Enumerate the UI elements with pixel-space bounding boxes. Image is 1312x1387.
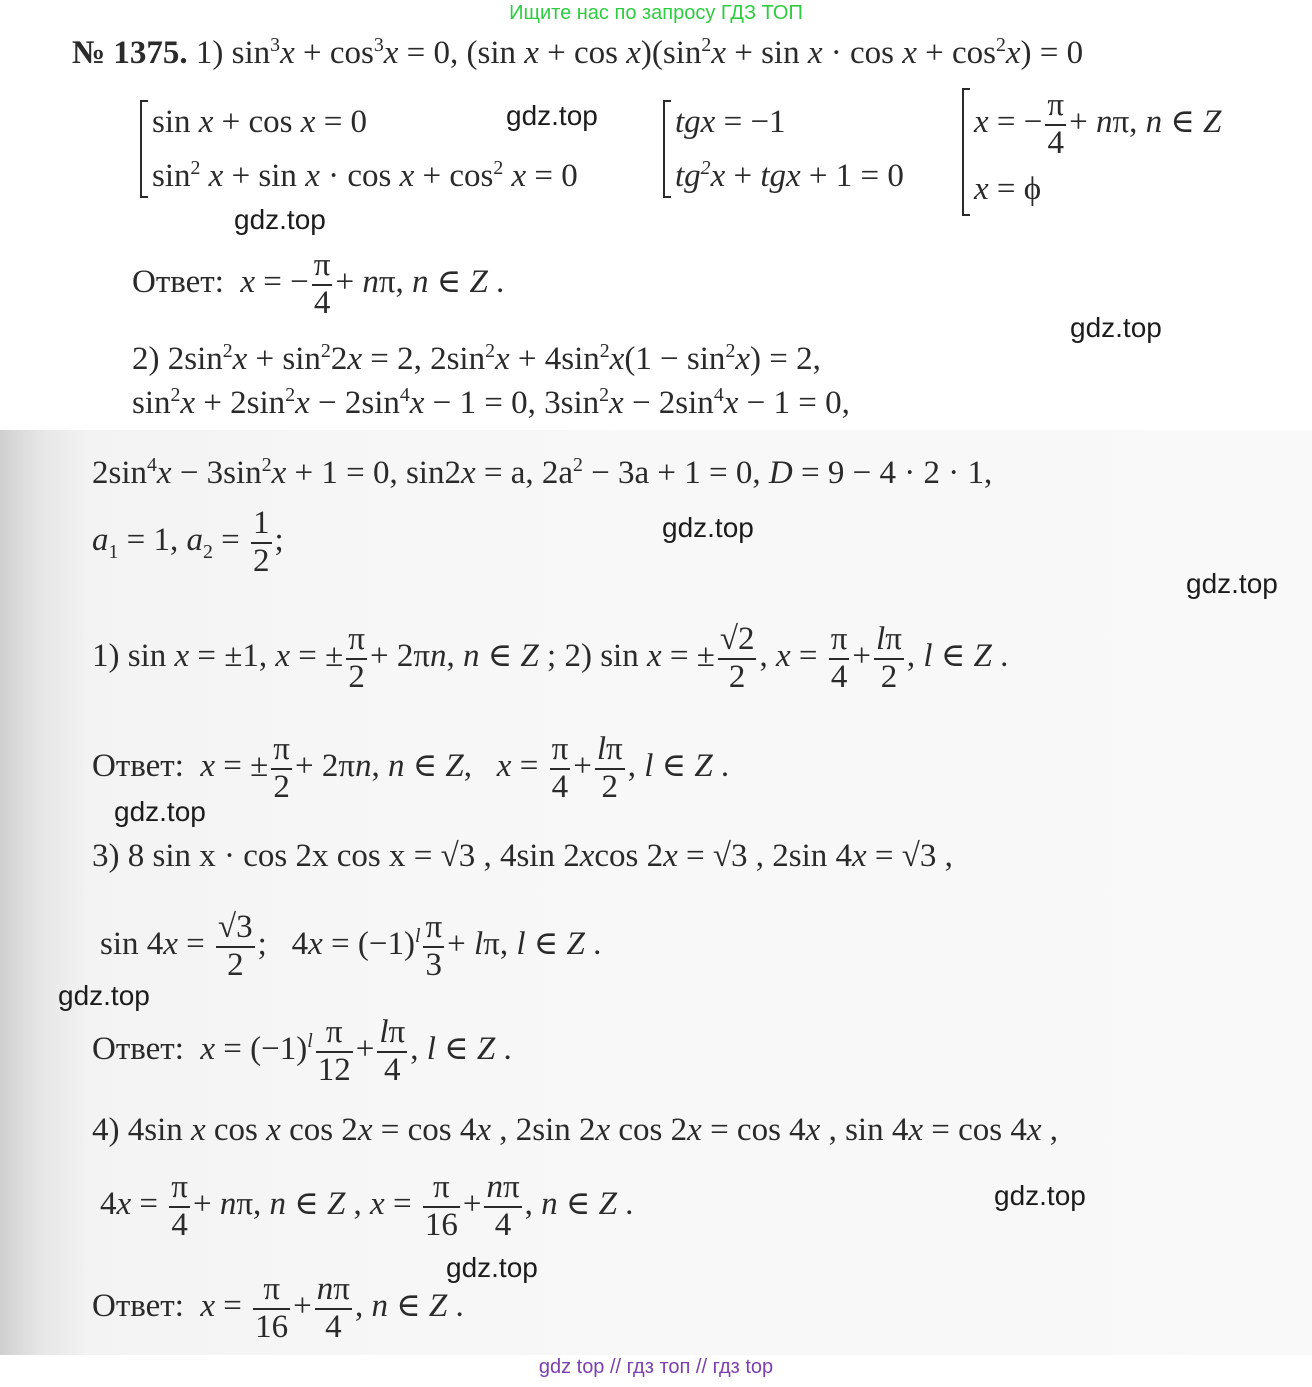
watermark: gdz.top — [1070, 312, 1162, 343]
answer-label: Ответ: — [132, 264, 224, 301]
p1-system-3 — [962, 88, 1221, 216]
p1-sys2-row1: tgx = −1 — [675, 104, 786, 140]
p2-answer: Ответ: x = ± $\frac{\pi}{2}$ + 2πn, n ∈ Z, x = $\frac{\pi}{4}$ + $\frac{l\pi}{2}$ , l ∈ Z . — [92, 731, 730, 805]
answer-label: Ответ: — [92, 1031, 184, 1068]
p3-line-1: 3) 8 sin x · cos 2x cos x = √3 , 4sin 2xcos 2x = √3 , 2sin 4x = √3 , — [92, 838, 953, 874]
p1-sys3-row1: x = − $\frac{\pi}{4}$ + nπ, n ∈ Z — [974, 87, 1222, 161]
watermark: gdz.top — [506, 100, 598, 131]
p4-answer: Ответ: x = $\frac{\pi}{16}$ + $\frac{n\pi}{4}$ , n ∈ Z . — [92, 1271, 464, 1345]
p4-line-1: 4) 4sin x cos x cos 2x = cos 4x , 2sin 2x cos 2x = cos 4x , sin 4x = cos 4x , — [92, 1112, 1059, 1148]
answer-label: Ответ: — [92, 748, 184, 785]
p1-sys1-row2: $\sin^2 x + \sin x \cdot \cos x + \cos^2 x = 0$ — [152, 157, 578, 194]
watermark: gdz.top — [114, 796, 206, 827]
p1-answer: Ответ: x = − $\frac{\pi}{4}$ + nπ, n ∈ Z . — [132, 247, 505, 321]
watermark: gdz.top — [662, 512, 754, 543]
watermark: gdz.top — [1186, 568, 1278, 599]
search-banner[interactable]: Ищите нас по запросу ГДЗ ТОП — [509, 2, 803, 24]
p1-sys1-row1: sin x + cos x = 0 — [152, 104, 368, 140]
watermark: gdz.top — [234, 204, 326, 235]
p1-sys2-row2: $tg^2x$ + tgx + 1 = 0 — [675, 157, 904, 194]
problem-number: № 1375. — [72, 35, 188, 71]
watermark: gdz.top — [994, 1180, 1086, 1211]
p1-head: № 1375. 1) $\sin^3x + \cos^3x = 0$, (sin $x + \cos x)(\sin^2x + \sin x \cdot \cos x + \cos^2x) = 0$ — [72, 34, 1084, 71]
p3-line-2: sin 4x = $\frac{√3}{2}$ ; $4x = (-1)^l$ $\frac{\pi}{3}$ + lπ, l ∈ Z . — [100, 909, 602, 983]
p2-line-4: $a_1 = 1$, $a_2$ = $\frac{1}{2}$ ; — [92, 505, 284, 579]
p2-line-2: $\sin^2x + 2\sin^2x - 2\sin^4x - 1 = 0$, $3\sin^2x - 2\sin^4x - 1 = 0$, — [132, 384, 850, 421]
p1-system-2 — [663, 100, 904, 198]
watermark: gdz.top — [446, 1252, 538, 1283]
answer-label: Ответ: — [92, 1288, 184, 1325]
p2-line-5: 1) sin x = ±1, x = ± $\frac{\pi}{2}$ + 2πn, n ∈ Z ; 2) sin x = ± $\frac{√2}{2}$ , x = $\frac{\pi}{4}$ + $\frac{l\pi}{2}$ , l ∈ Z . — [92, 621, 1009, 695]
watermark: gdz.top — [58, 980, 150, 1011]
p1-sys3-row2: x = ϕ — [974, 171, 1042, 208]
p2-line-3: $2\sin^4x - 3\sin^2x + 1 = 0$, sin2x = a, $2a^2 - 3a + 1 = 0$, D = 9 − 4 · 2 · 1, — [92, 454, 993, 491]
p4-line-2: 4x = $\frac{\pi}{4}$ + nπ, n ∈ Z , x = $\frac{\pi}{16}$ + $\frac{n\pi}{4}$ , n ∈ Z . — [100, 1169, 634, 1243]
p3-answer: Ответ: $x = (-1)^l$ $\frac{\pi}{12}$ + $\frac{l\pi}{4}$ , l ∈ Z . — [92, 1014, 512, 1088]
p2-line-1: 2) $2\sin^2x + \sin^22x = 2$, $2\sin^2x + 4\sin^2x(1 - \sin^2x) = 2$, — [132, 340, 821, 377]
footer-links[interactable]: gdz top // гдз топ // гдз top — [538, 1356, 774, 1378]
